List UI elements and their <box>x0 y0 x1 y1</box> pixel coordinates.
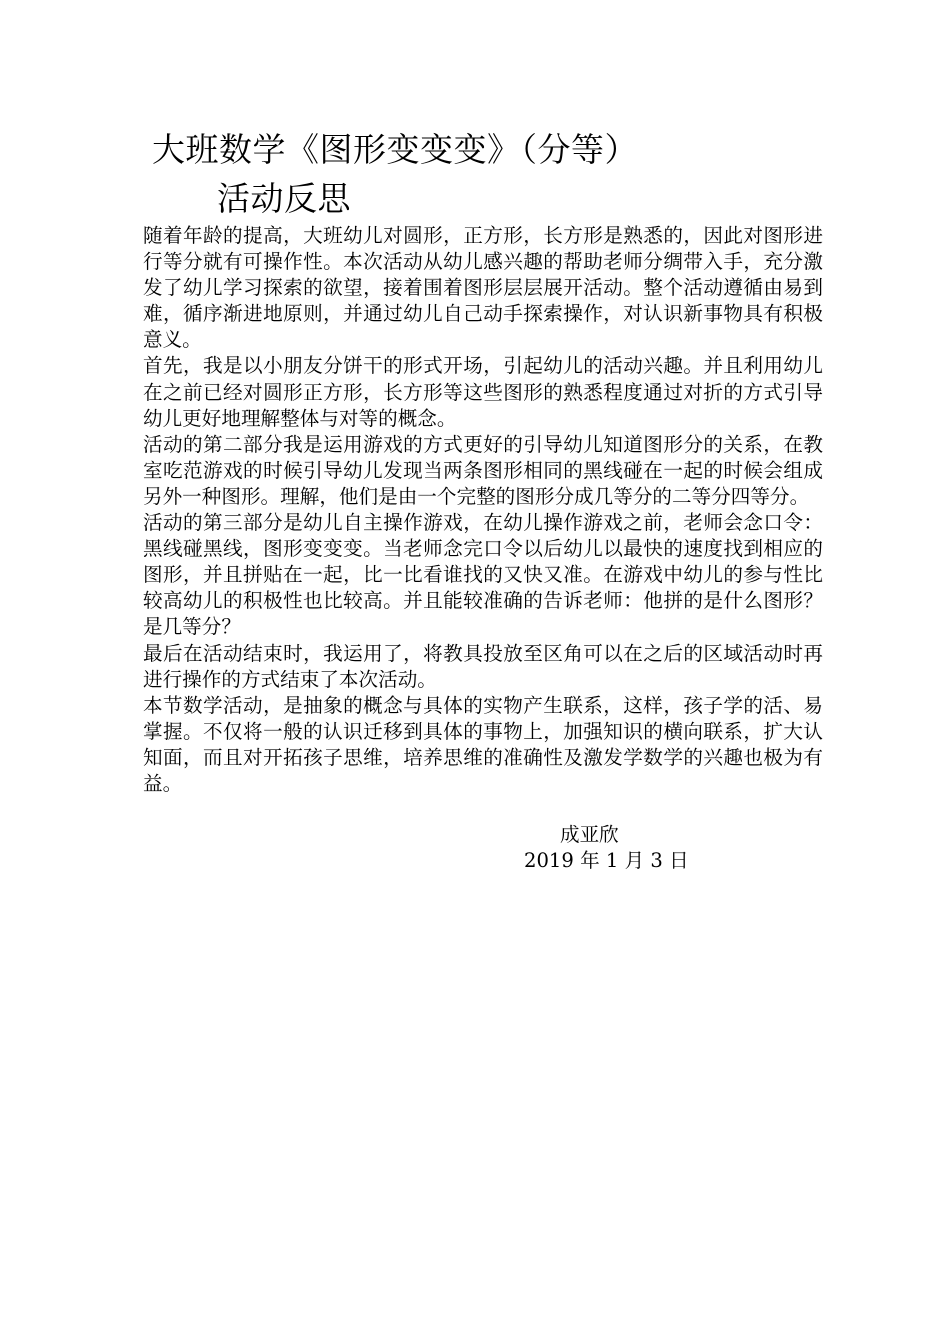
document-subtitle: 活动反思 <box>217 179 351 218</box>
document-title: 大班数学《图形变变变》（分等） <box>152 130 638 169</box>
paragraph-ending: 最后在活动结束时，我运用了，将教具投放至区角可以在之后的区域活动时再进行操作的方式结束了本次活动。 <box>143 641 823 691</box>
document-date: 2019 年 1 月 3 日 <box>524 849 689 872</box>
author-signature: 成亚欣 <box>560 823 619 846</box>
paragraph-first-part: 首先，我是以小朋友分饼干的形式开场，引起幼儿的活动兴趣。并且利用幼儿在之前已经对圆形正方形，长方形等这些图形的熟悉程度通过对折的方式引导幼儿更好地理解整体与对等的概念。 <box>143 354 823 430</box>
paragraph-second-part: 活动的第二部分我是运用游戏的方式更好的引导幼儿知道图形分的关系，在教室吃范游戏的时候引导幼儿发现当两条图形相同的黑线碰在一起的时候会组成另外一种图形。理解，他们是由一个完整的图形分成几等分的二等分四等分。 <box>143 432 823 508</box>
paragraph-third-part: 活动的第三部分是幼儿自主操作游戏，在幼儿操作游戏之前，老师会念口令：黑线碰黑线，图形变变变。当老师念完口令以后幼儿以最快的速度找到相应的图形，并且拼贴在一起，比一比看谁找的又快又准。在游戏中幼儿的参与性比较高幼儿的积极性也比较高。并且能较准确的告诉老师：他拼的是什么图形？是几等分？ <box>143 511 823 639</box>
paragraph-intro: 随着年龄的提高，大班幼儿对圆形，正方形，长方形是熟悉的，因此对图形进行等分就有可操作性。本次活动从幼儿感兴趣的帮助老师分绸带入手，充分激发了幼儿学习探索的欲望，接着围着图形层层展开活动。整个活动遵循由易到难，循序渐进地原则，并通过幼儿自己动手探索操作，对认识新事物具有积极意义。 <box>143 224 823 352</box>
paragraph-summary: 本节数学活动，是抽象的概念与具体的实物产生联系，这样，孩子学的活、易掌握。不仅将一般的认识迁移到具体的事物上，加强知识的横向联系，扩大认知面，而且对开拓孩子思维，培养思维的准确性及激发学数学的兴趣也极为有益。 <box>143 693 823 795</box>
document-body <box>143 223 823 797</box>
